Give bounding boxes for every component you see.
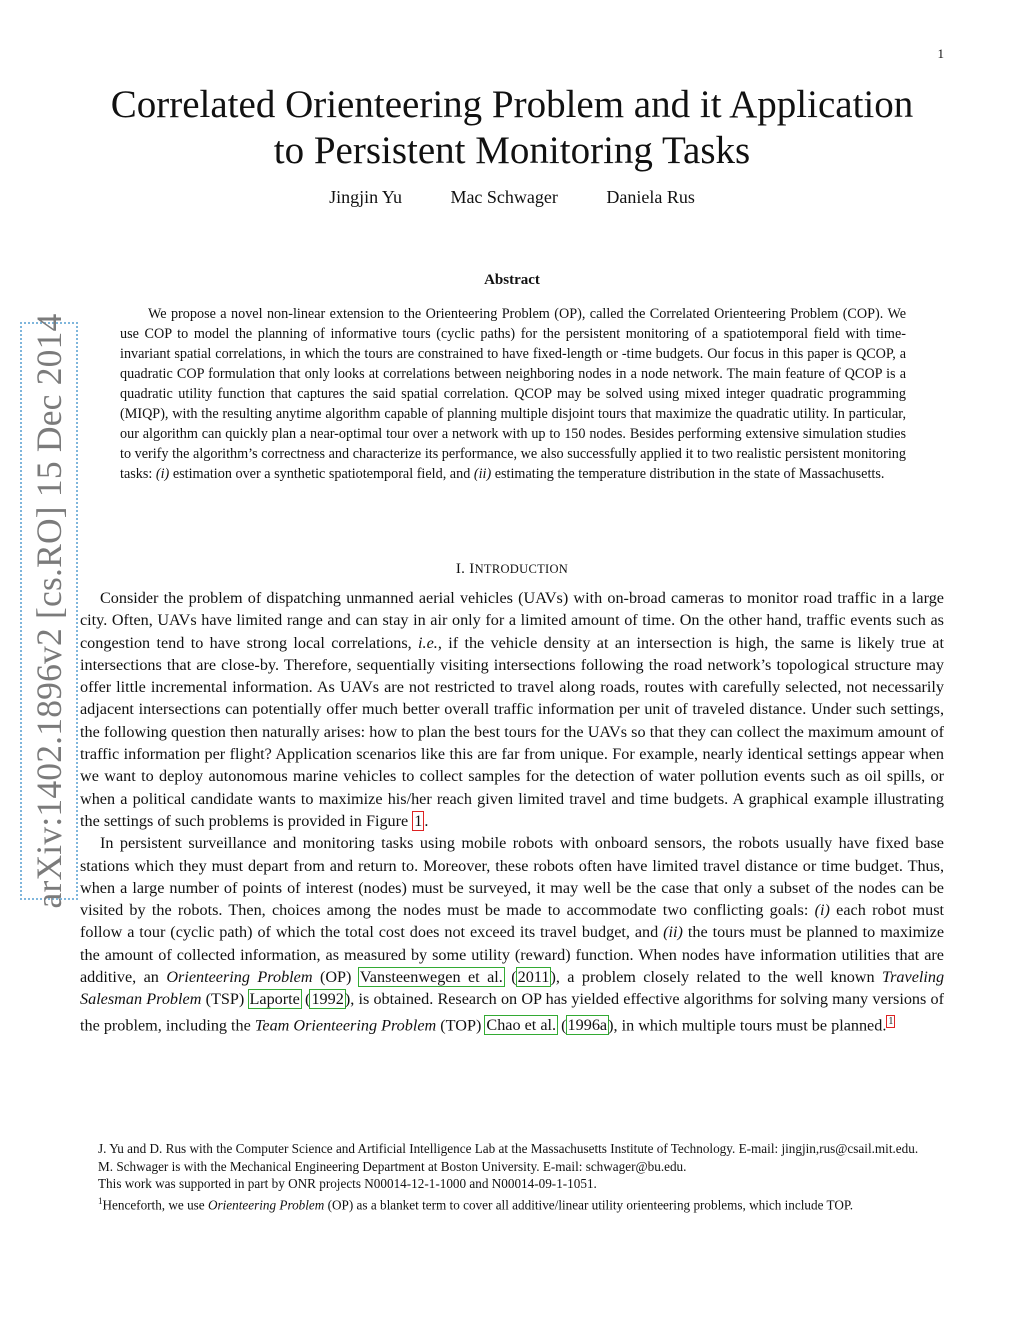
emphasis: Traveling Salesman Problem	[80, 968, 945, 1009]
author: Mac Schwager	[450, 187, 558, 207]
abstract-main: We propose a novel non-linear extension to the Orienteering Problem (OP), called the Correlated Orienteering Problem (COP). We use COP to model the planning of informative tours (cyclic paths) for the persistent monitoring of a spatiotemporal field with time-invariant spatial correlations, in which the tours are constrained to have fixed-length or -time budgets. Our focus in this paper is QCOP, a quadratic COP formulation that only looks at correlations between neighboring nodes in a node network. The main feature of QCOP is a quadratic utility function that captures the said spatial correlation. QCOP may be solved using mixed integer quadratic programming (MIQP), with the resulting anytime algorithm capable of planning multiple disjoint tours that maximize the quadratic utility. In particular, our algorithm can quickly plan a near-optimal tour over a network with up to 150 nodes. Besides performing extensive simulation studies to verify the algorithm’s correctness and characterize its performance, we also successfully applied it to two realistic persistent monitoring tasks:	[120, 306, 906, 482]
paragraph-text: (TSP)	[205, 990, 245, 1009]
paragraph: In persistent surveillance and monitoring tasks using mobile robots with onboard sensors, the robots usually have fixed base stations which they must depart from and return to. Moreover, these robots often have limited travel distance or time budget. Thus, when a large number of points of interest (nodes) must be surveyed, it may well be the case that only a subset of the nodes can be visited by the robots. Then, choices among the nodes must be made to accommodate two conflicting goals: (i) each robot must follow a tour (cyclic path) of which the total cost does not exceed its travel budget, and (ii) the tours must be planned to maximize the amount of collected information, as measured by some utility (reward) function. When nodes have information utilities that are additive, an Orienteering Problem (OP) Vansteenwegen et al. (2011), a problem closely related to the well known Traveling Salesman Problem (TSP) Laporte (1992), is obtained. Research on OP has yielded effective algorithms for solving many versions of the problem, including the Team Orienteering Problem (TOP) Chao et al. (1996a), in which multiple tours must be planned. $^1$	[80, 834, 945, 1035]
abstract-item-marker: (i)	[155, 466, 170, 482]
emphasis: Orienteering Problem	[207, 1196, 325, 1212]
paragraph-text: (TOP)	[440, 1016, 482, 1035]
paragraph	[80, 587, 944, 832]
paragraph-text: , a problem closely related to the well known	[555, 968, 875, 987]
paragraph-text: Consider the problem of dispatching unmanned aerial vehicles (UAVs) with on-broad cameras to monitor road traffic in a large city. Often, UAVs have limited range and can stay in air only for a limited amount of time. On the other hand, traffic events such as congestion tend to have strong local correlations,	[80, 589, 944, 652]
emphasis: i.e.	[418, 633, 438, 652]
footnote-text: (OP) as a blanket term to cover all additive/linear utility orienteering problems, which include TOP.	[327, 1196, 854, 1212]
abstract-item-marker: (ii)	[473, 466, 492, 482]
paper-title	[80, 82, 944, 174]
title-line-2: to Persistent Monitoring Tasks	[273, 129, 751, 172]
section-numeral: I.	[455, 561, 466, 577]
footnote: This work was supported in part by ONR projects N00014-12-1-1000 and N00014-09-1-1051.	[98, 1176, 597, 1191]
footnote-text: Henceforth, we use	[102, 1196, 205, 1212]
section-first-letter: I	[469, 561, 475, 577]
paragraph-text: , if the vehicle density at an intersection is high, the same is likely true at intersections that are close-by. Therefore, sequentially visiting intersections following the road network’s topological structure may offer little incremental information. As UAVs are not restricted to travel along roads, routes with carefully selected, not necessarily adjacent intersections can potentially offer much better overall traffic information per unit of traveled distance. Under such settings, the following question then naturally arises: how to plan the best tours for the UAVs so that they can collect the maximum amount of traffic information per flight? Application scenarios like this are far from unique. For example, nearly identical settings appear when we want to deploy autonomous marine vehicles to collect samples for the detection of water pollution events such as oil spills, or when a political candidate wants to maximize his/her reach given limited travel and time budgets. A graphical example illustrating the settings of such problems is provided in Figure	[80, 633, 944, 830]
paragraph-text: each robot must follow a tour (cyclic path) of which the total cost does not exceed its travel budget, and	[80, 901, 944, 942]
paragraph-text: , in which multiple tours must be planned.	[613, 1016, 887, 1035]
citation-link[interactable]: Laporte	[249, 990, 300, 1009]
abstract-item-text: estimation over a synthetic spatiotemporal field, and	[172, 466, 471, 482]
section-title-rest: NTRODUCTION	[474, 562, 569, 576]
paragraph-text: , is obtained. Research on OP has yielded effective algorithms for solving many versions of the problem, including the	[80, 990, 944, 1035]
introduction-body	[80, 587, 944, 1036]
emphasis: Orienteering Problem	[166, 968, 313, 987]
arxiv-side-stamp[interactable]	[20, 313, 78, 909]
paragraph-text: In persistent surveillance and monitoring tasks using mobile robots with onboard sensors, the robots usually have fixed base stations which they must depart from and return to. Moreover, these robots often have limited travel distance or time budget. Thus, when a large number of points of interest (nodes) must be surveyed, it may well be the case that only a subset of the nodes can be visited by the robots. Then, choices among the nodes must be made to accommodate two conflicting goals:	[80, 834, 944, 920]
paragraph-text: (OP)	[319, 968, 352, 987]
page-number: 1	[937, 46, 944, 61]
footnote: J. Yu and D. Rus with the Computer Science and Artificial Intelligence Lab at the Massachusetts Institute of Technology. E-mail: jingjin,rus@csail.mit.edu.	[98, 1141, 919, 1156]
section-heading-introduction	[80, 561, 944, 578]
title-line-1: Correlated Orienteering Problem and it Application	[110, 83, 914, 126]
emphasis: (ii)	[663, 923, 683, 942]
footnote: M. Schwager is with the Mechanical Engineering Department at Boston University. E-mail: schwager@bu.edu.	[98, 1158, 687, 1174]
paragraph-text: the tours must be planned to maximize the amount of collected information, as measured by some utility (reward) function. When nodes have information utilities that are additive, an	[80, 923, 945, 987]
author-list	[80, 187, 944, 208]
paragraph-text: .	[424, 811, 429, 830]
emphasis: (i)	[814, 901, 830, 920]
author: Daniela Rus	[606, 187, 695, 207]
footnote-link[interactable]: 1	[888, 1015, 894, 1027]
emphasis: Team Orienteering Problem	[254, 1016, 437, 1035]
footnote	[80, 1193, 944, 1214]
abstract-item-text: estimating the temperature distribution in the state of Massachusetts.	[494, 466, 885, 482]
citation-year-link[interactable]: 1992	[311, 990, 344, 1009]
author: Jingjin Yu	[329, 187, 402, 207]
citation-year-link[interactable]: 1996a	[567, 1016, 608, 1035]
citation-link[interactable]: Chao et al.	[486, 1016, 557, 1035]
citation-link[interactable]: Vansteenwegen et al.	[359, 968, 503, 987]
abstract-text	[120, 304, 906, 484]
footnotes	[80, 1140, 944, 1213]
abstract-heading: Abstract	[484, 272, 540, 288]
footnote-mark: 1	[98, 1195, 103, 1206]
arxiv-identifier: arXiv:1402.1896v2 [cs.RO] 15 Dec 2014	[29, 313, 69, 909]
figure-link[interactable]: 1	[414, 811, 423, 830]
citation-year-link[interactable]: 2011	[517, 968, 550, 987]
